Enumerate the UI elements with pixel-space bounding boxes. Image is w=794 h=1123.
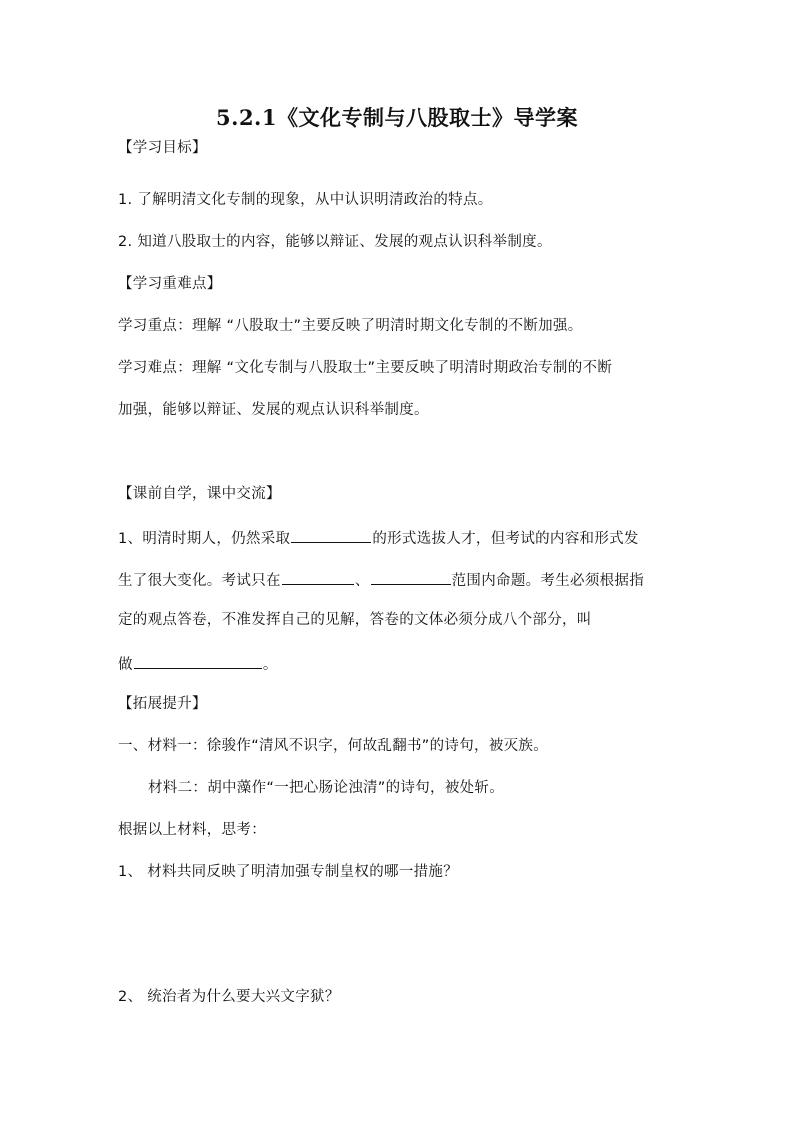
fill-text: 1、明清时期人，仍然采取 [118,531,291,547]
objective-item-1: 1. 了解明清文化专制的现象，从中认识明清政治的特点。 [118,192,493,208]
fill-question-line-1 [118,526,639,549]
fill-text: 的形式选拔人才，但考试的内容和形式发 [372,531,639,547]
fill-text: 生了很大变化。考试只在 [118,573,281,589]
key-focus: 学习重点：理解 “八股取士”主要反映了明清时期文化专制的不断加强。 [118,318,583,334]
answer-blank-2[interactable] [282,568,354,585]
question-1: 1、 材料共同反映了明清加强专制皇权的哪一措施？ [118,864,459,880]
objectives-heading: 【学习目标】 [118,140,207,156]
page-title: 5.2.1《文化专制与八股取士》导学案 [216,105,578,130]
fill-text: 、 [354,573,370,589]
fill-text: 范围内命题。考生必须根据指 [451,573,645,589]
key-difficulty-line-2: 加强，能够以辩证、发展的观点认识科举制度。 [118,402,429,418]
material-2: 材料二：胡中藻作“一把心肠论浊清”的诗句，被处斩。 [148,780,505,796]
fill-text: 做 [118,657,133,673]
thinking-prompt: 根据以上材料，思考： [118,822,266,838]
key-points-heading: 【学习重难点】 [118,276,222,292]
fill-question-line-2 [118,568,644,591]
self-study-heading: 【课前自学，课中交流】 [118,486,281,502]
fill-question-line-3: 定的观点答卷，不准发挥自己的见解，答卷的文体必须分成八个部分，叫 [118,612,592,628]
answer-blank-1[interactable] [291,526,371,543]
fill-text: 。 [262,657,278,673]
objective-item-2: 2. 知道八股取士的内容，能够以辩证、发展的观点认识科举制度。 [118,234,552,250]
key-difficulty-line-1: 学习难点：理解 “文化专制与八股取士”主要反映了明清时期政治专制的不断 [118,360,613,376]
material-1: 一、材料一：徐骏作“清风不识字，何故乱翻书”的诗句，被灭族。 [118,738,549,754]
question-2: 2、 统治者为什么要大兴文字狱？ [118,989,340,1005]
answer-blank-4[interactable] [134,652,262,669]
fill-question-line-4 [118,652,278,675]
extension-heading: 【拓展提升】 [118,696,207,712]
answer-blank-3[interactable] [371,568,451,585]
